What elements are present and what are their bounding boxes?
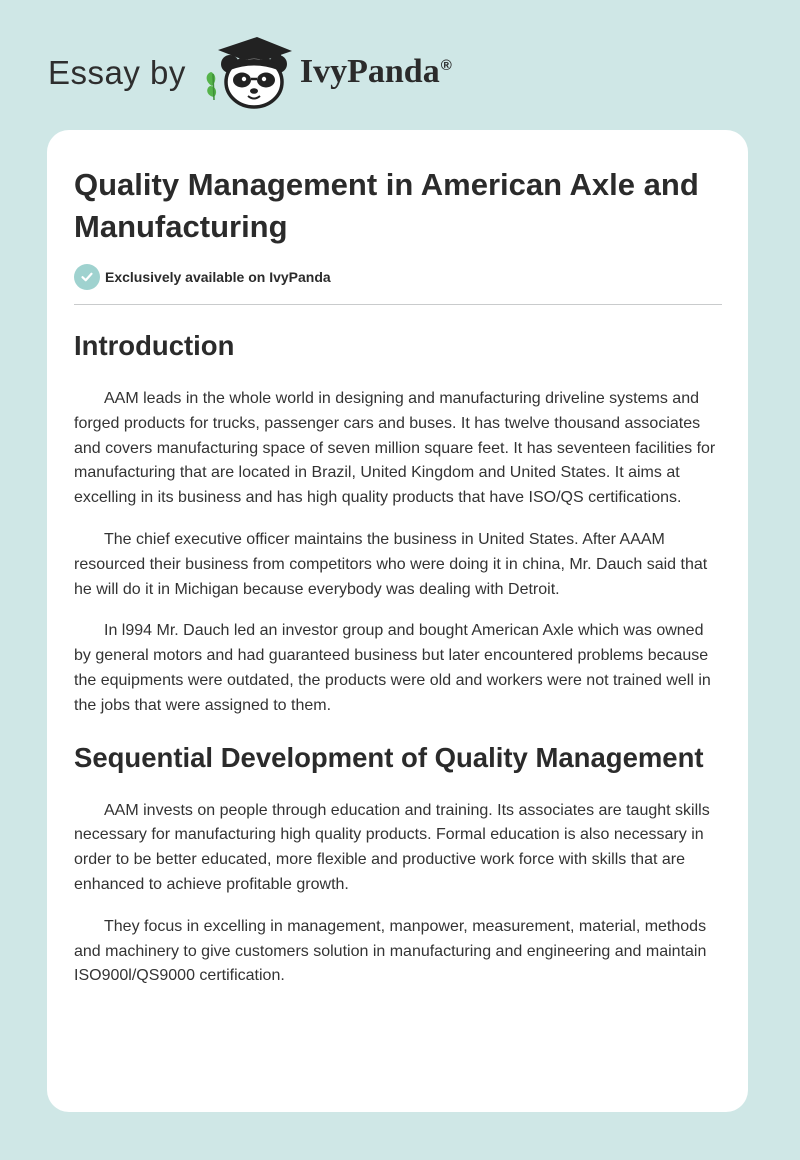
essay-title: Quality Management in American Axle and Manufacturing	[74, 167, 699, 244]
ivypanda-logo-icon	[202, 34, 294, 110]
check-circle-icon	[74, 264, 100, 290]
essay-card	[47, 130, 748, 1112]
exclusive-badge	[74, 264, 722, 290]
paragraph: In l994 Mr. Dauch led an investor group and bought American Axle which was owned by general motors and had guaranteed business but later encountered problems because the equipments were outdated, the products were old and workers were not trained well in the jobs that were assigned to them.	[74, 622, 711, 714]
essay-by-label: Essay by	[48, 53, 186, 91]
paragraph: AAM leads in the whole world in designing and manufacturing driveline systems and forged products for trucks, passenger cars and buses. It has twelve thousand associates and covers manufacturing space of seven million square feet. It has seventeen facilities for manufacturing that are located in Brazil, United Kingdom and United States. It aims at excelling in its business and has high quality products that have ISO/QS certifications.	[74, 390, 716, 507]
section-heading-introduction: Introduction	[74, 330, 235, 361]
brand-name	[300, 55, 452, 89]
exclusive-badge-label: Exclusively available on IvyPanda	[105, 269, 331, 285]
paragraph: They focus in excelling in management, manpower, measurement, material, methods and machinery to give customers solution in manufacturing and engineering and maintain ISO900l/QS9000 certification.	[74, 917, 707, 985]
check-icon	[80, 270, 94, 284]
paragraph: AAM invests on people through education and training. Its associates are taught skills necessary for manufacturing high quality products. Formal education is also necessary in order to be better educated, more flexible and productive work force with skills that are enhanced to achieve profitable growth.	[74, 801, 710, 893]
site-header	[48, 34, 452, 110]
registered-mark: ®	[440, 56, 452, 74]
title-divider	[74, 304, 722, 305]
brand-name-text: IvyPanda	[299, 53, 440, 90]
section-heading-sequential-development: Sequential Development of Quality Management	[74, 741, 704, 773]
paragraph: The chief executive officer maintains the business in United States. After AAAM resourced their business from competitors who were doing it in china, Mr. Dauch said that he will do it in Michigan because everybody was dealing with Detroit.	[74, 530, 708, 598]
